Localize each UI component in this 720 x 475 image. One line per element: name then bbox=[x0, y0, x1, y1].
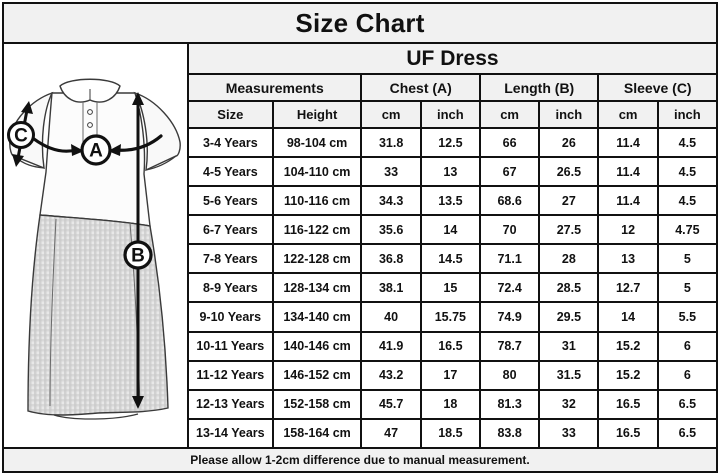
height-cell: 134-140 cm bbox=[273, 302, 362, 331]
length-cm-cell: 83.8 bbox=[480, 419, 539, 448]
height-cell: 122-128 cm bbox=[273, 244, 362, 273]
size-cell: 7-8 Years bbox=[188, 244, 273, 273]
table-row bbox=[188, 332, 717, 361]
sleeve-inch-cell: 6 bbox=[658, 361, 717, 390]
size-table-wrap bbox=[187, 42, 718, 449]
sleeve-inch-cell: 6.5 bbox=[658, 390, 717, 419]
length-inch-cell: 27 bbox=[539, 186, 598, 215]
height-cell: 98-104 cm bbox=[273, 128, 362, 157]
col-group-chest: Chest (A) bbox=[361, 74, 480, 101]
sleeve-cm-cell: 12.7 bbox=[598, 273, 657, 302]
length-cm-cell: 71.1 bbox=[480, 244, 539, 273]
size-table bbox=[187, 42, 718, 449]
col-group-sleeve: Sleeve (C) bbox=[598, 74, 717, 101]
sleeve-inch-cell: 5 bbox=[658, 244, 717, 273]
sleeve-inch-cell: 5.5 bbox=[658, 302, 717, 331]
sleeve-cm-cell: 14 bbox=[598, 302, 657, 331]
table-row bbox=[188, 215, 717, 244]
length-cm-cell: 68.6 bbox=[480, 186, 539, 215]
table-row bbox=[188, 419, 717, 448]
sleeve-inch-cell: 4.5 bbox=[658, 186, 717, 215]
chest-cm-cell: 38.1 bbox=[361, 273, 420, 302]
chest-inch-cell: 14 bbox=[421, 215, 480, 244]
dress-illustration-panel bbox=[2, 42, 189, 449]
chest-inch-cell: 12.5 bbox=[421, 128, 480, 157]
sleeve-inch-cell: 5 bbox=[658, 273, 717, 302]
chest-cm-cell: 34.3 bbox=[361, 186, 420, 215]
measure-c-label: C bbox=[14, 125, 28, 147]
sleeve-inch-cell: 4.75 bbox=[658, 215, 717, 244]
product-name: UF Dress bbox=[188, 43, 717, 74]
sleeve-cm-cell: 11.4 bbox=[598, 186, 657, 215]
group-header-row bbox=[188, 74, 717, 101]
size-cell: 9-10 Years bbox=[188, 302, 273, 331]
button bbox=[88, 110, 93, 115]
length-inch-cell: 32 bbox=[539, 390, 598, 419]
height-cell: 104-110 cm bbox=[273, 157, 362, 186]
length-inch-cell: 28 bbox=[539, 244, 598, 273]
size-cell: 11-12 Years bbox=[188, 361, 273, 390]
sleeve-cm-cell: 11.4 bbox=[598, 157, 657, 186]
col-sleeve-cm: cm bbox=[598, 101, 657, 128]
length-inch-cell: 33 bbox=[539, 419, 598, 448]
chest-cm-cell: 41.9 bbox=[361, 332, 420, 361]
length-cm-cell: 81.3 bbox=[480, 390, 539, 419]
chest-cm-cell: 31.8 bbox=[361, 128, 420, 157]
chest-inch-cell: 15.75 bbox=[421, 302, 480, 331]
height-cell: 140-146 cm bbox=[273, 332, 362, 361]
height-cell: 116-122 cm bbox=[273, 215, 362, 244]
length-inch-cell: 26 bbox=[539, 128, 598, 157]
table-row bbox=[188, 273, 717, 302]
measurement-note: Please allow 1-2cm difference due to manual measurement. bbox=[2, 447, 718, 473]
button bbox=[88, 123, 93, 128]
chest-inch-cell: 13.5 bbox=[421, 186, 480, 215]
size-cell: 13-14 Years bbox=[188, 419, 273, 448]
height-cell: 152-158 cm bbox=[273, 390, 362, 419]
length-cm-cell: 78.7 bbox=[480, 332, 539, 361]
chest-cm-cell: 47 bbox=[361, 419, 420, 448]
sleeve-cm-cell: 16.5 bbox=[598, 419, 657, 448]
col-group-length: Length (B) bbox=[480, 74, 599, 101]
length-cm-cell: 80 bbox=[480, 361, 539, 390]
col-size: Size bbox=[188, 101, 273, 128]
height-cell: 146-152 cm bbox=[273, 361, 362, 390]
sub-header-row bbox=[188, 101, 717, 128]
sleeve-inch-cell: 4.5 bbox=[658, 157, 717, 186]
table-row bbox=[188, 128, 717, 157]
size-cell: 4-5 Years bbox=[188, 157, 273, 186]
measure-b-label: B bbox=[131, 245, 145, 267]
chest-inch-cell: 15 bbox=[421, 273, 480, 302]
length-cm-cell: 70 bbox=[480, 215, 539, 244]
sleeve-cm-cell: 15.2 bbox=[598, 332, 657, 361]
chest-inch-cell: 14.5 bbox=[421, 244, 480, 273]
sleeve-cm-cell: 11.4 bbox=[598, 128, 657, 157]
size-cell: 8-9 Years bbox=[188, 273, 273, 302]
table-row bbox=[188, 244, 717, 273]
sleeve-inch-cell: 4.5 bbox=[658, 128, 717, 157]
col-chest-cm: cm bbox=[361, 101, 420, 128]
sleeve-inch-cell: 6.5 bbox=[658, 419, 717, 448]
length-cm-cell: 67 bbox=[480, 157, 539, 186]
chest-cm-cell: 43.2 bbox=[361, 361, 420, 390]
size-cell: 5-6 Years bbox=[188, 186, 273, 215]
col-group-measurements: Measurements bbox=[188, 74, 361, 101]
length-cm-cell: 66 bbox=[480, 128, 539, 157]
chest-cm-cell: 35.6 bbox=[361, 215, 420, 244]
length-cm-cell: 74.9 bbox=[480, 302, 539, 331]
table-row bbox=[188, 361, 717, 390]
main-area bbox=[2, 42, 718, 449]
size-table-body bbox=[188, 128, 717, 448]
dress-illustration bbox=[4, 44, 187, 447]
chest-cm-cell: 45.7 bbox=[361, 390, 420, 419]
length-cm-cell: 72.4 bbox=[480, 273, 539, 302]
table-row bbox=[188, 390, 717, 419]
chest-inch-cell: 16.5 bbox=[421, 332, 480, 361]
col-sleeve-inch: inch bbox=[658, 101, 717, 128]
length-inch-cell: 29.5 bbox=[539, 302, 598, 331]
size-cell: 6-7 Years bbox=[188, 215, 273, 244]
col-length-inch: inch bbox=[539, 101, 598, 128]
measure-a-label: A bbox=[89, 140, 103, 162]
length-inch-cell: 31 bbox=[539, 332, 598, 361]
table-row bbox=[188, 302, 717, 331]
chest-cm-cell: 33 bbox=[361, 157, 420, 186]
size-cell: 12-13 Years bbox=[188, 390, 273, 419]
arrowhead-down-icon bbox=[12, 154, 24, 167]
length-inch-cell: 31.5 bbox=[539, 361, 598, 390]
height-cell: 110-116 cm bbox=[273, 186, 362, 215]
sleeve-cm-cell: 16.5 bbox=[598, 390, 657, 419]
length-inch-cell: 26.5 bbox=[539, 157, 598, 186]
chest-inch-cell: 18.5 bbox=[421, 419, 480, 448]
col-length-cm: cm bbox=[480, 101, 539, 128]
size-cell: 10-11 Years bbox=[188, 332, 273, 361]
size-cell: 3-4 Years bbox=[188, 128, 273, 157]
col-chest-inch: inch bbox=[421, 101, 480, 128]
sleeve-cm-cell: 12 bbox=[598, 215, 657, 244]
chest-cm-cell: 40 bbox=[361, 302, 420, 331]
table-row bbox=[188, 186, 717, 215]
length-inch-cell: 27.5 bbox=[539, 215, 598, 244]
chest-inch-cell: 13 bbox=[421, 157, 480, 186]
sleeve-cm-cell: 15.2 bbox=[598, 361, 657, 390]
chest-cm-cell: 36.8 bbox=[361, 244, 420, 273]
chest-inch-cell: 18 bbox=[421, 390, 480, 419]
length-inch-cell: 28.5 bbox=[539, 273, 598, 302]
height-cell: 158-164 cm bbox=[273, 419, 362, 448]
height-cell: 128-134 cm bbox=[273, 273, 362, 302]
chest-inch-cell: 17 bbox=[421, 361, 480, 390]
table-row bbox=[188, 157, 717, 186]
product-header-row bbox=[188, 43, 717, 74]
sleeve-cm-cell: 13 bbox=[598, 244, 657, 273]
sleeve-inch-cell: 6 bbox=[658, 332, 717, 361]
page-title: Size Chart bbox=[2, 2, 718, 44]
col-height: Height bbox=[273, 101, 362, 128]
